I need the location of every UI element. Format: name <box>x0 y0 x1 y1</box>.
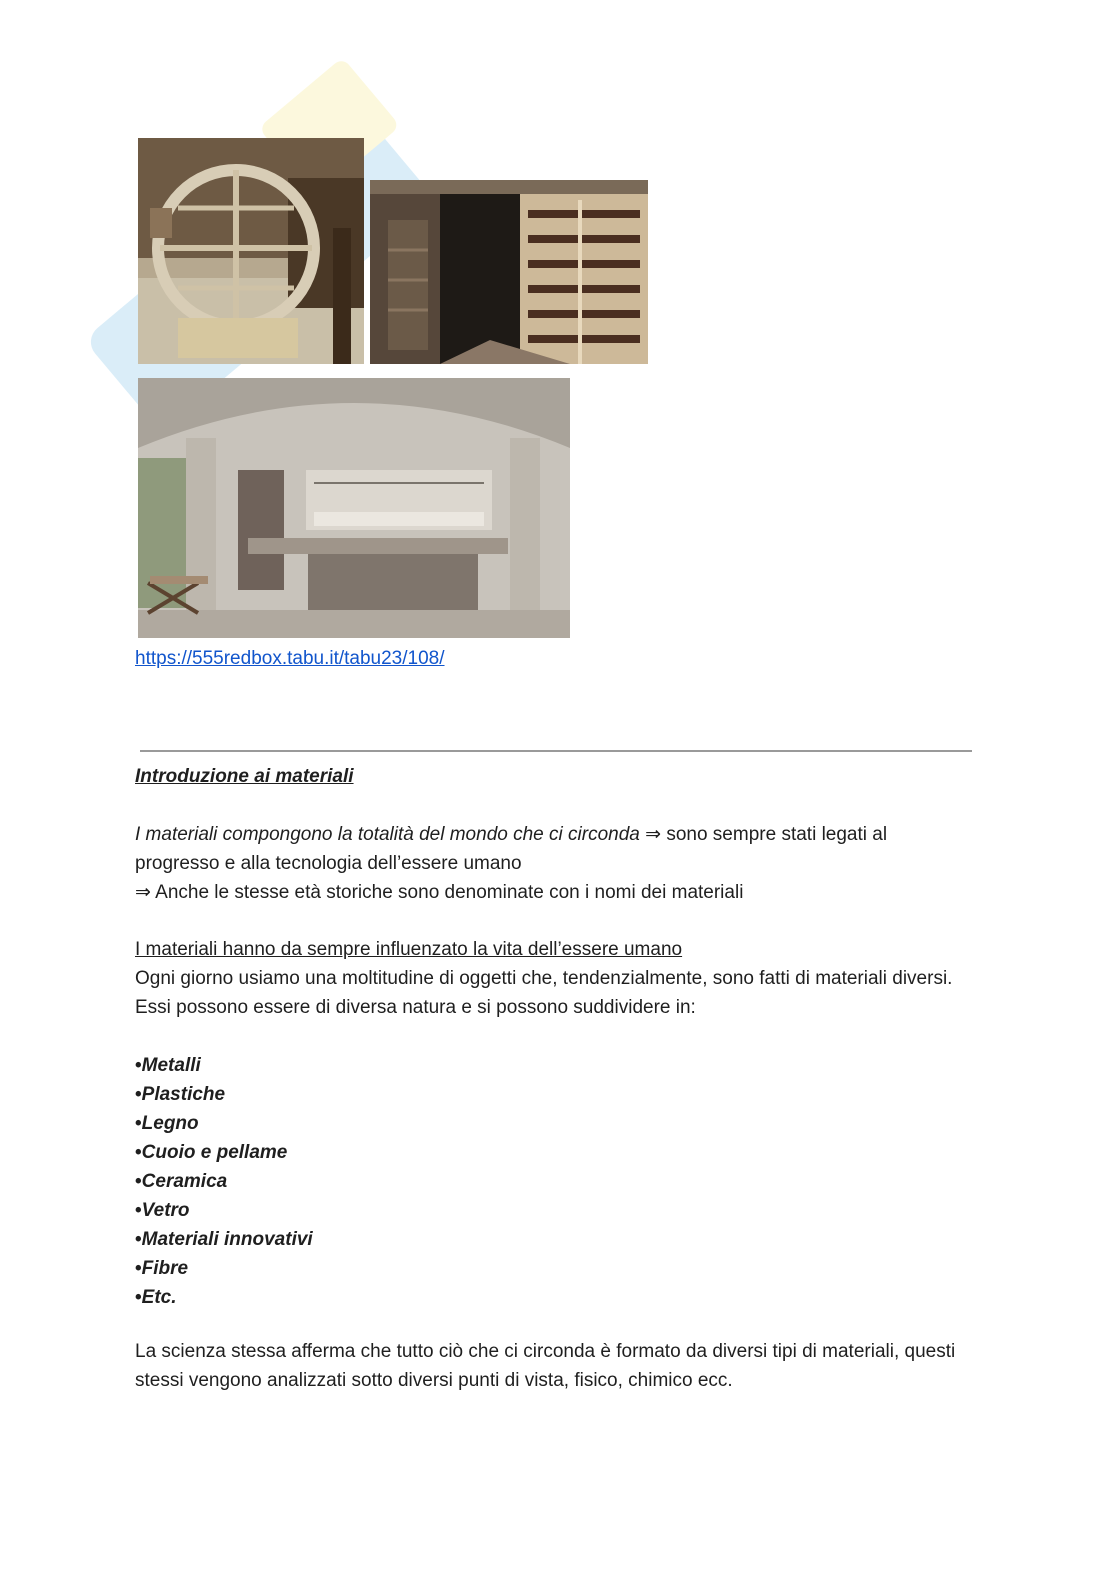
materials-list <box>135 1051 975 1312</box>
list-item: • Legno <box>135 1109 975 1138</box>
list-item: • Cuoio e pellame <box>135 1138 975 1167</box>
source-link[interactable]: https://555redbox.tabu.it/tabu23/108/ <box>135 648 445 669</box>
round-shelf-photo <box>138 138 364 364</box>
list-item: • Metalli <box>135 1051 975 1080</box>
list-item: • Fibre <box>135 1254 975 1283</box>
list-item: • Ceramica <box>135 1167 975 1196</box>
section-heading: Introduzione ai materiali <box>135 766 354 787</box>
intro-rest-text: sono sempre stati legati al progresso e alla tecnologia dell’essere umano <box>135 824 888 874</box>
list-item: • Etc. <box>135 1283 975 1312</box>
body-paragraph: Ogni giorno usiamo una moltitudine di oggetti che, tendenzialmente, sono fatti di materiali diversi. Essi possono essere di diversa natura e si possono suddividere in: <box>135 968 953 1018</box>
wine-cellar-photo <box>370 180 648 364</box>
closing-paragraph: La scienza stessa afferma che tutto ciò che ci circonda è formato da diversi tipi di materiali, questi stessi vengono analizzati sotto diversi punti di vista, fisico, chimico ecc. <box>135 1341 956 1391</box>
intro-italic-text: I materiali compongono la totalità del mondo che ci circonda <box>135 824 640 845</box>
list-item: • Plastiche <box>135 1080 975 1109</box>
horizontal-divider <box>140 750 972 752</box>
intro-paragraph <box>135 820 975 907</box>
intro-arrow: ⇒ <box>645 824 662 845</box>
subheading: I materiali hanno da sempre influenzato la vita dell’essere umano <box>135 939 683 960</box>
list-item: • Materiali innovativi <box>135 1225 975 1254</box>
list-item: • Vetro <box>135 1196 975 1225</box>
intro-second-line: ⇒ Anche le stesse età storiche sono denominate con i nomi dei materiali <box>135 882 744 903</box>
kitchen-photo <box>138 378 570 638</box>
